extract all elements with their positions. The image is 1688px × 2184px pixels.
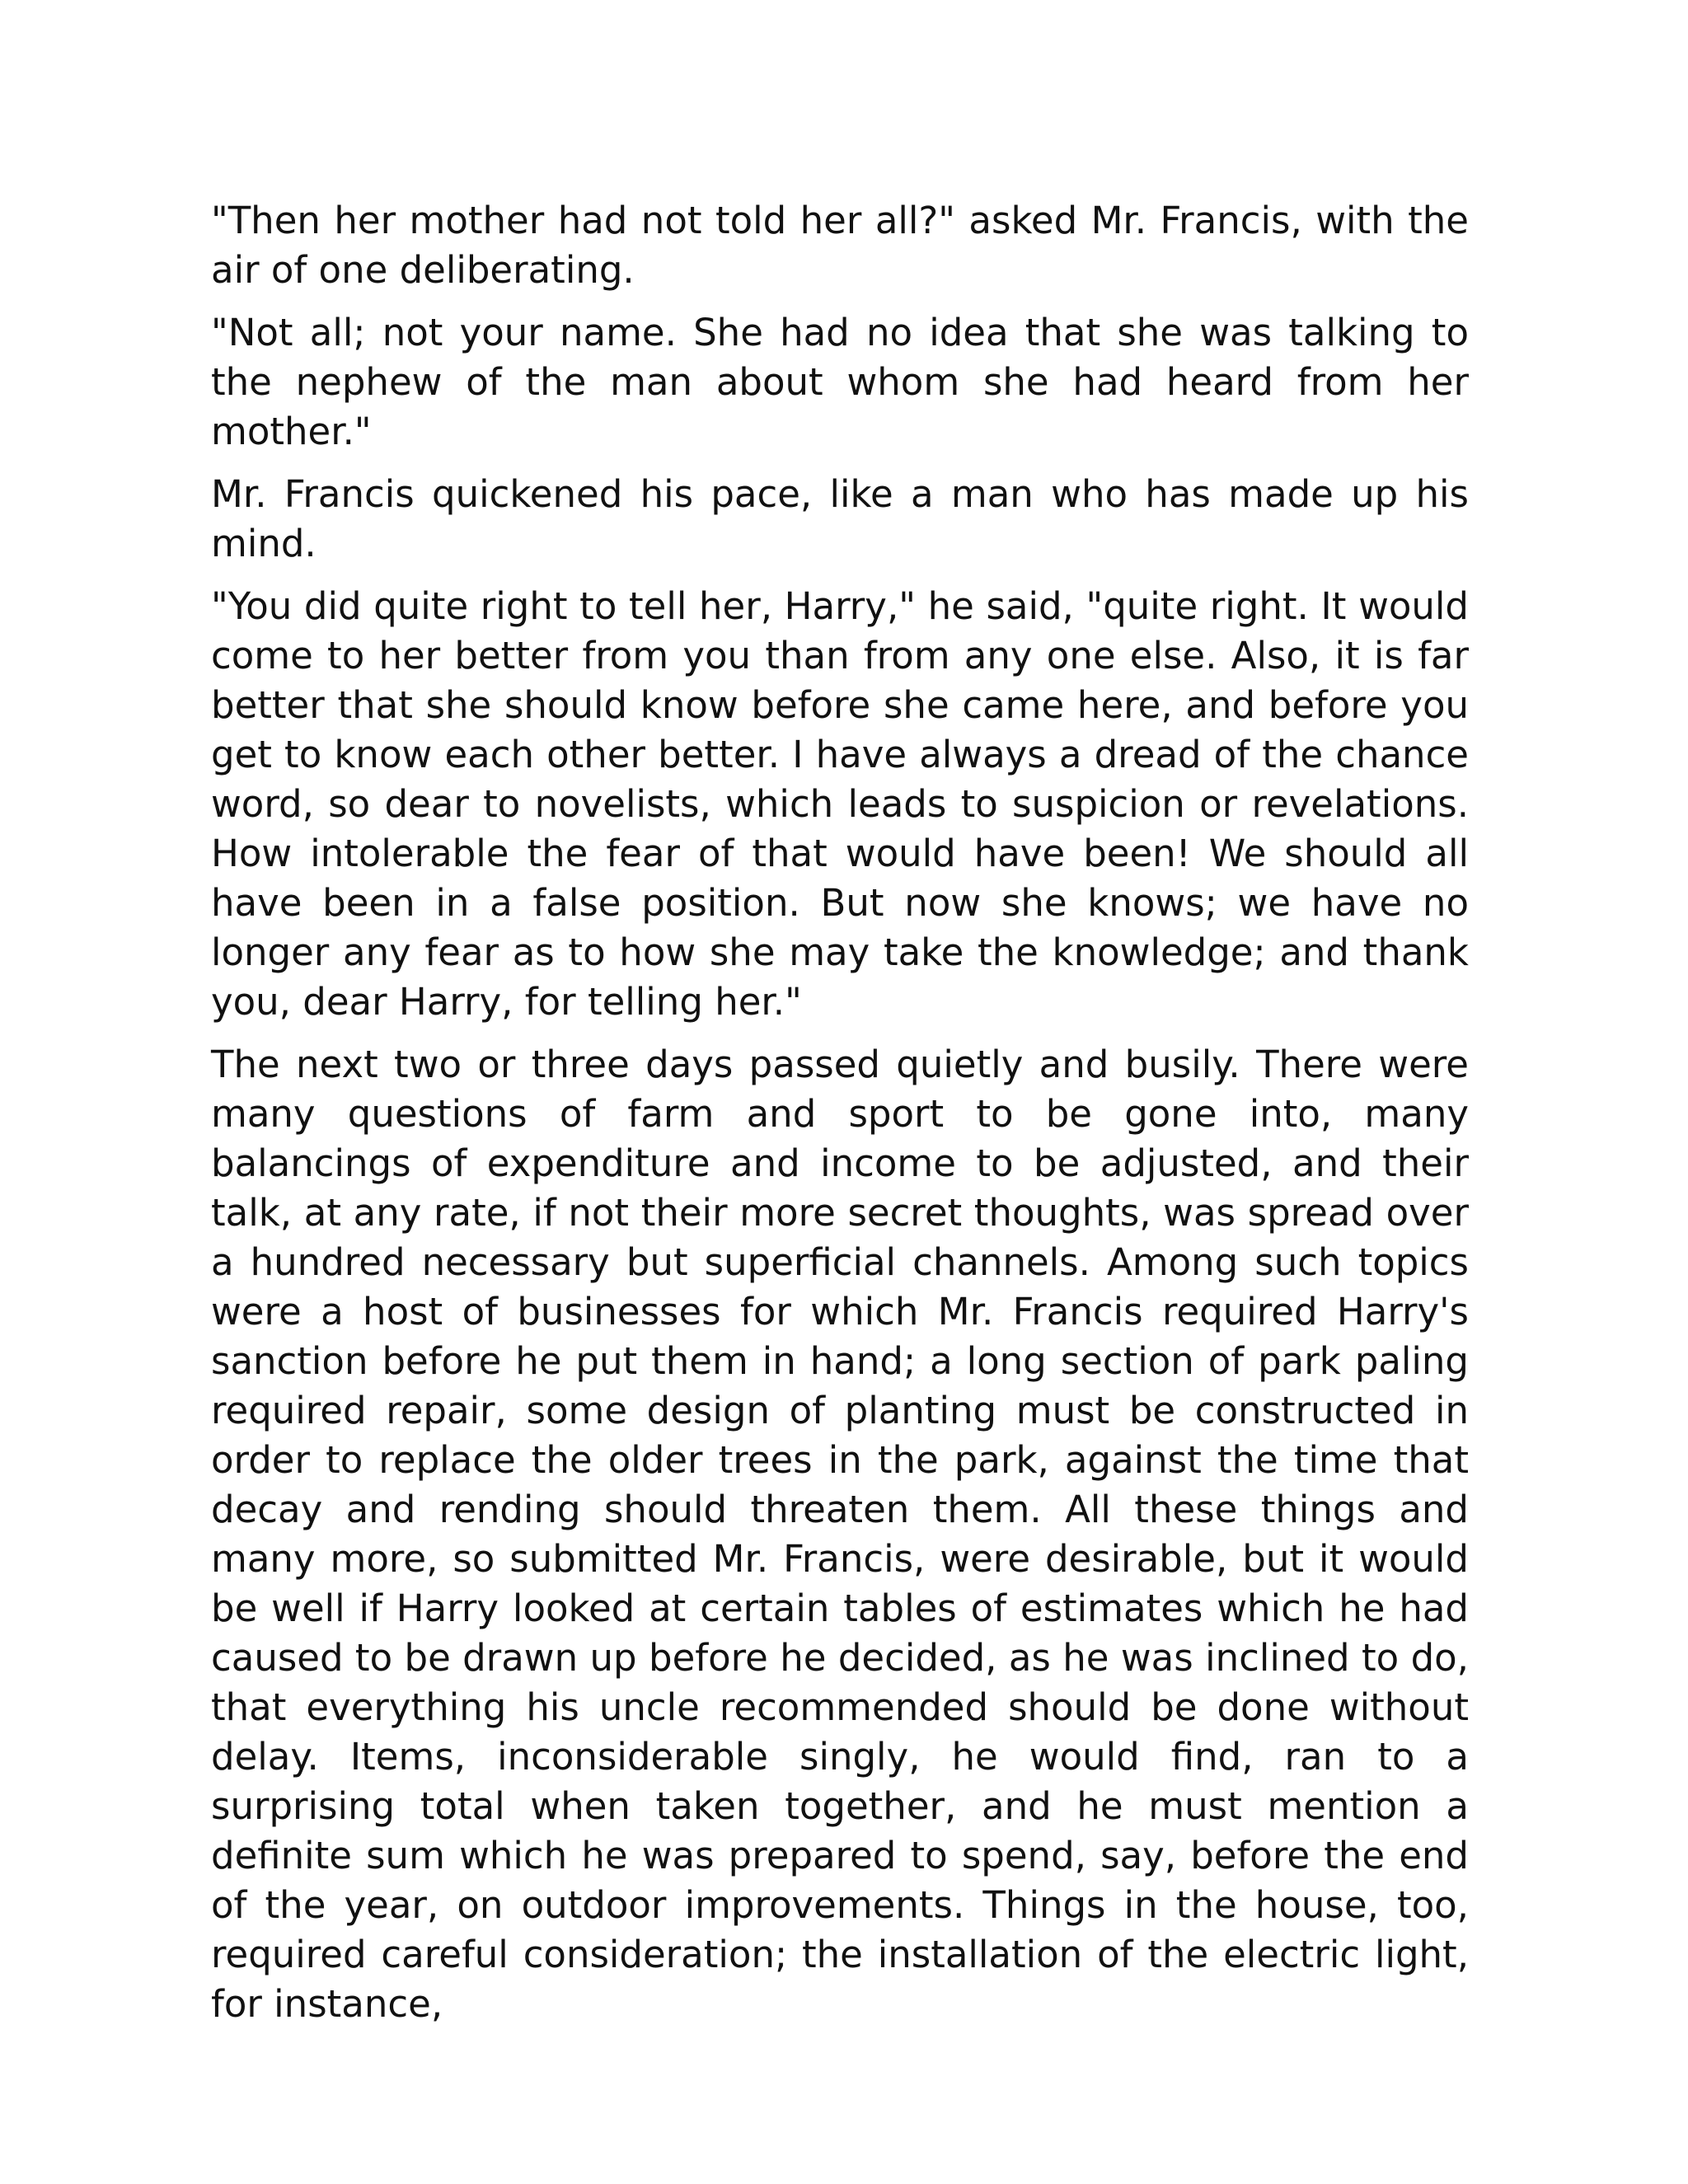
paragraph-3: Mr. Francis quickened his pace, like a man who has made up his mind. xyxy=(211,472,1469,565)
paragraph-2: "Not all; not your name. She had no idea that she was talking to the nephew of the man about whom she had heard from her mother." xyxy=(211,311,1469,453)
body-text xyxy=(211,196,1469,2042)
paragraph-1: "Then her mother had not told her all?" asked Mr. Francis, with the air of one deliberating. xyxy=(211,199,1469,292)
paragraph-4: "You did quite right to tell her, Harry," he said, "quite right. It would come to her better from you than from any one else. Also, it is far better that she should know before she came here, and before you get to know each other better. I have always a dread of the chance word, so dear to novelists, which leads to suspicion or revelations. How intolerable the fear of that would have been! We should all have been in a false position. But now she knows; we have no longer any fear as to how she may take the knowledge; and thank you, dear Harry, for telling her." xyxy=(211,584,1469,1024)
paragraph-5: The next two or three days passed quietly and busily. There were many questions of farm and sport to be gone into, many balancings of expenditure and income to be adjusted, and their talk, at any rate, if not their more secret thoughts, was spread over a hundred necessary but superficial channels. Among such topics were a host of businesses for which Mr. Francis required Harry's sanction before he put them in hand; a long section of park paling required repair, some design of planting must be constructed in order to replace the older trees in the park, against the time that decay and rending should threaten them. All these things and many more, so submitted Mr. Francis, were desirable, but it would be well if Harry looked at certain tables of estimates which he had caused to be drawn up before he decided, as he was inclined to do, that everything his uncle recommended should be done without delay. Items, inconsiderable singly, he would find, ran to a surprising total when taken together, and he must mention a definite sum which he was prepared to spend, say, before the end of the year, on outdoor improvements. Things in the house, too, required careful consideration; the installation of the electric light, for instance, xyxy=(211,1043,1469,2026)
